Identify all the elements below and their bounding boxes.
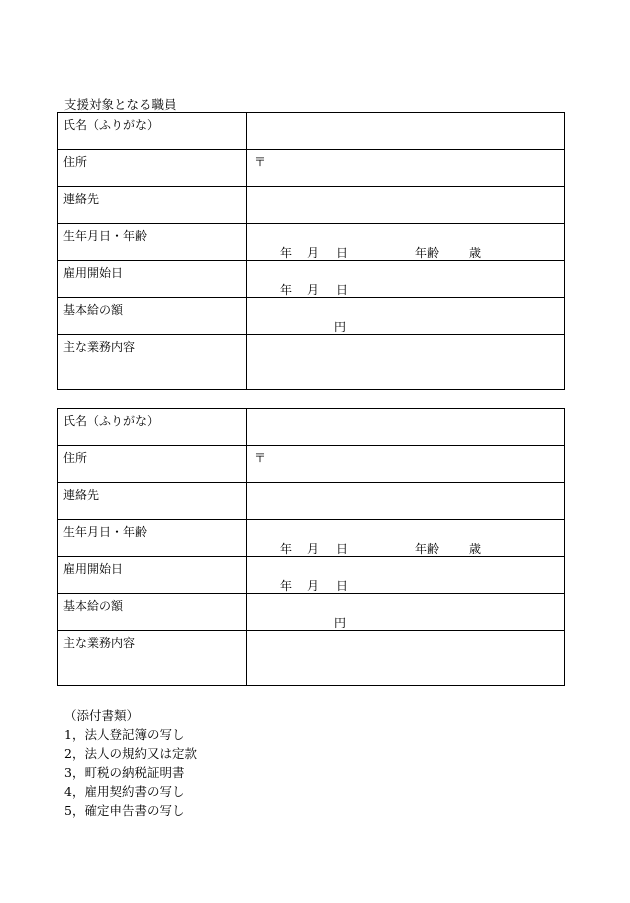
month-unit: 月 xyxy=(307,542,320,556)
year-unit: 年 xyxy=(280,246,293,260)
year-unit: 年 xyxy=(280,579,293,593)
label-cell xyxy=(58,594,247,631)
start-field[interactable] xyxy=(247,261,565,298)
row-start xyxy=(58,261,565,298)
name-label: 氏名（ふりがな） xyxy=(63,118,160,132)
label-cell xyxy=(58,187,247,224)
salary-label: 基本給の額 xyxy=(63,599,124,613)
employee-form-2 xyxy=(57,408,565,686)
day-unit: 日 xyxy=(336,579,349,593)
label-cell xyxy=(58,261,247,298)
label-cell xyxy=(58,520,247,557)
row-contact xyxy=(58,483,565,520)
contact-field[interactable] xyxy=(247,483,565,520)
birth-label: 生年月日・年齢 xyxy=(63,525,148,539)
birth-field[interactable] xyxy=(247,520,565,557)
duties-label: 主な業務内容 xyxy=(63,636,136,650)
row-start xyxy=(58,557,565,594)
contact-label: 連絡先 xyxy=(63,488,100,502)
address-field[interactable] xyxy=(247,446,565,483)
age-unit: 歳 xyxy=(469,246,482,260)
attachments-title: （添付書類） xyxy=(64,708,140,723)
attachments-list xyxy=(64,706,197,820)
label-cell xyxy=(58,298,247,335)
row-name xyxy=(58,409,565,446)
label-cell xyxy=(58,557,247,594)
postal-mark: 〒 xyxy=(254,451,267,465)
day-unit: 日 xyxy=(336,542,349,556)
month-unit: 月 xyxy=(307,246,320,260)
salary-label: 基本給の額 xyxy=(63,303,124,317)
attachment-item: 4，雇用契約書の写し xyxy=(64,784,185,799)
day-unit: 日 xyxy=(336,283,349,297)
duties-label: 主な業務内容 xyxy=(63,340,136,354)
start-label: 雇用開始日 xyxy=(63,266,124,280)
row-birth xyxy=(58,224,565,261)
year-unit: 年 xyxy=(280,542,293,556)
birth-label: 生年月日・年齢 xyxy=(63,229,148,243)
attachment-item: 2，法人の規約又は定款 xyxy=(64,746,197,761)
day-unit: 日 xyxy=(336,246,349,260)
label-cell xyxy=(58,335,247,390)
row-name xyxy=(58,113,565,150)
address-field[interactable] xyxy=(247,150,565,187)
contact-label: 連絡先 xyxy=(63,192,100,206)
label-cell xyxy=(58,483,247,520)
month-unit: 月 xyxy=(307,579,320,593)
yen-unit: 円 xyxy=(334,616,347,630)
label-cell xyxy=(58,224,247,261)
attachment-item: 5，確定申告書の写し xyxy=(64,803,185,818)
age-label: 年齢 xyxy=(415,246,440,260)
start-label: 雇用開始日 xyxy=(63,562,124,576)
age-label: 年齢 xyxy=(415,542,440,556)
address-label: 住所 xyxy=(63,155,88,169)
name-label: 氏名（ふりがな） xyxy=(63,414,160,428)
postal-mark: 〒 xyxy=(254,155,267,169)
salary-field[interactable] xyxy=(247,298,565,335)
label-cell xyxy=(58,631,247,686)
birth-field[interactable] xyxy=(247,224,565,261)
row-salary xyxy=(58,298,565,335)
age-unit: 歳 xyxy=(469,542,482,556)
salary-field[interactable] xyxy=(247,594,565,631)
address-label: 住所 xyxy=(63,451,88,465)
row-duties xyxy=(58,631,565,686)
label-cell xyxy=(58,113,247,150)
name-field[interactable] xyxy=(247,113,565,150)
section-heading: 支援対象となる職員 xyxy=(64,97,177,112)
yen-unit: 円 xyxy=(334,320,347,334)
month-unit: 月 xyxy=(307,283,320,297)
employee-form-1 xyxy=(57,112,565,390)
duties-field[interactable] xyxy=(247,335,565,390)
row-salary xyxy=(58,594,565,631)
year-unit: 年 xyxy=(280,283,293,297)
label-cell xyxy=(58,446,247,483)
contact-field[interactable] xyxy=(247,187,565,224)
label-cell xyxy=(58,150,247,187)
row-address xyxy=(58,446,565,483)
row-duties xyxy=(58,335,565,390)
row-birth xyxy=(58,520,565,557)
name-field[interactable] xyxy=(247,409,565,446)
label-cell xyxy=(58,409,247,446)
start-field[interactable] xyxy=(247,557,565,594)
row-address xyxy=(58,150,565,187)
attachment-item: 1，法人登記簿の写し xyxy=(64,727,185,742)
attachment-item: 3，町税の納税証明書 xyxy=(64,765,185,780)
duties-field[interactable] xyxy=(247,631,565,686)
row-contact xyxy=(58,187,565,224)
